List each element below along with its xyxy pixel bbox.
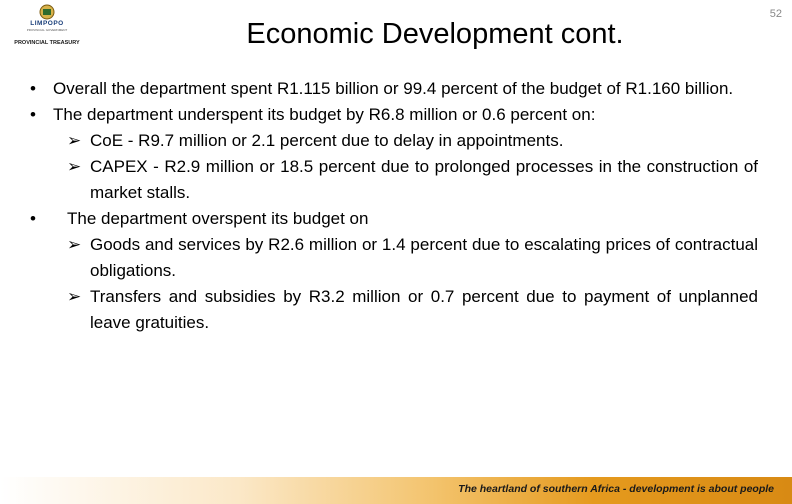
- arrow-bullet-icon: ➢: [67, 157, 82, 176]
- bullet-text: The department underspent its budget by R6.8 million or 0.6 percent on:: [53, 105, 596, 124]
- bullet-item: [30, 206, 758, 232]
- slide-title: Economic Development cont.: [246, 18, 624, 50]
- slide-content: [30, 76, 758, 336]
- sub-bullet-item: [30, 232, 758, 284]
- page-number: 52: [769, 8, 782, 20]
- sub-bullet-item: [30, 154, 758, 206]
- arrow-bullet-icon: ➢: [67, 131, 82, 150]
- arrow-bullet-icon: ➢: [67, 287, 82, 306]
- bullet-text: The department overspent its budget on: [67, 209, 369, 228]
- sub-bullet-item: [30, 128, 758, 154]
- logo-subtitle: PROVINCIAL GOVERNMENT: [26, 28, 68, 32]
- sub-bullet-text: Transfers and subsidies by R3.2 million or 0.7 percent due to payment of unplanned leave gratuities.: [90, 287, 758, 332]
- footer-tagline: The heartland of southern Africa - development is about people: [458, 483, 774, 495]
- bullet-icon: •: [30, 79, 36, 98]
- bullet-text: Overall the department spent R1.115 billion or 99.4 percent of the budget of R1.160 billion.: [53, 79, 734, 98]
- sub-bullet-text: CoE - R9.7 million or 2.1 percent due to delay in appointments.: [90, 131, 564, 150]
- bullet-item: [30, 76, 758, 102]
- footer-bar: [0, 477, 792, 504]
- bullet-item: [30, 102, 758, 128]
- sub-bullet-item: [30, 284, 758, 336]
- logo-department: PROVINCIAL TREASURY: [14, 40, 80, 46]
- logo-name: LIMPOPO: [30, 20, 64, 27]
- sub-bullet-text: Goods and services by R2.6 million or 1.4 percent due to escalating prices of contractual obligations.: [90, 235, 758, 280]
- bullet-icon: •: [30, 209, 36, 228]
- bullet-icon: •: [30, 105, 36, 124]
- arrow-bullet-icon: ➢: [67, 235, 82, 254]
- sub-bullet-text: CAPEX - R2.9 million or 18.5 percent due to prolonged processes in the construction of market stalls.: [90, 157, 758, 202]
